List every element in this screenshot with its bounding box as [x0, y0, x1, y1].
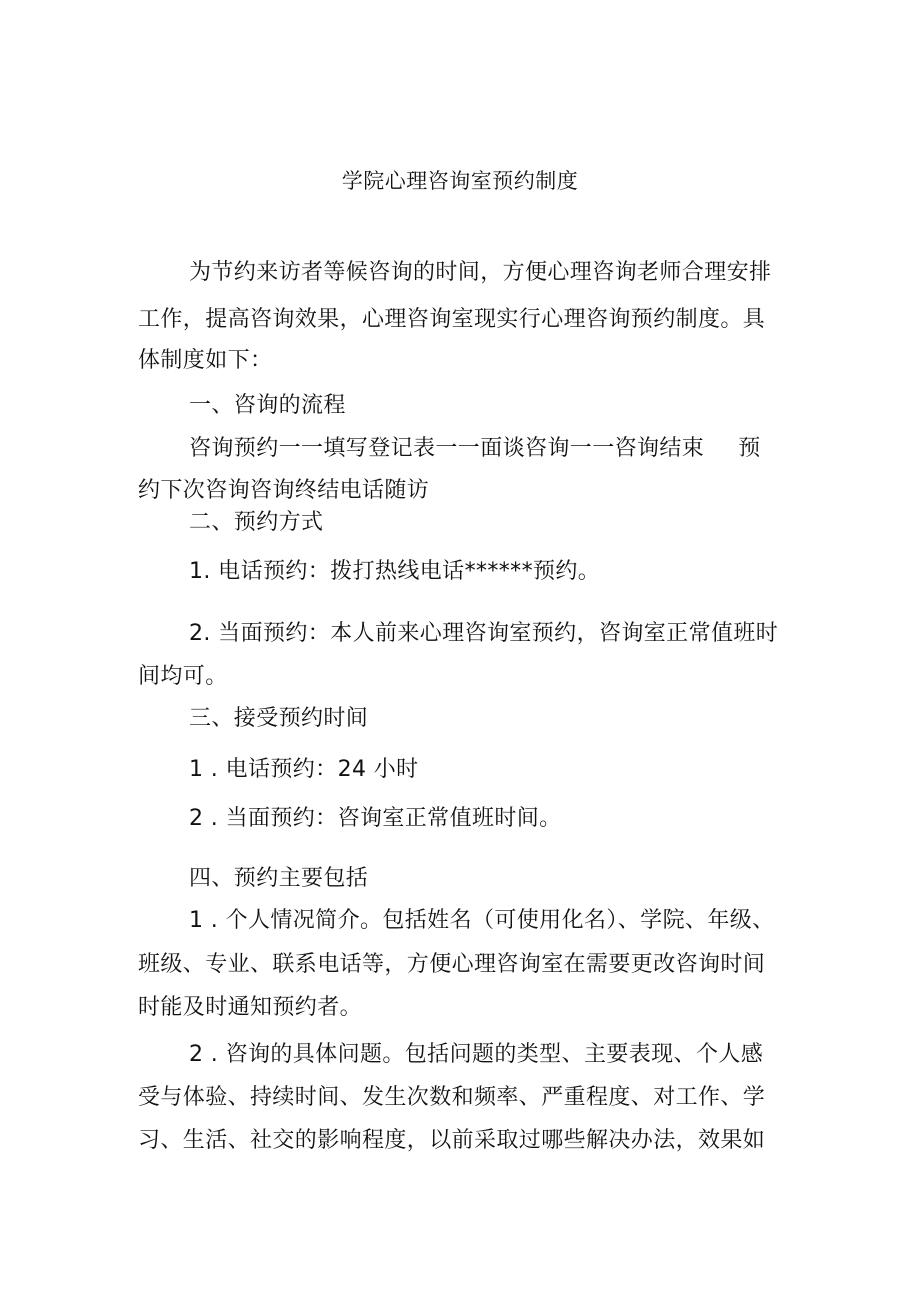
in-person-hours-item: 2 . 当面预约：咨询室正常值班时间。 [189, 806, 562, 831]
problem-details-line-2: 受与体验、持续时间、发生次数和频率、严重程度、对工作、学 [138, 1085, 766, 1110]
problem-details-line-1: 2 . 咨询的具体问题。包括问题的类型、主要表现、个人感 [189, 1042, 764, 1067]
process-flow-continuation: 预 [738, 436, 761, 461]
process-flow-line-1 [189, 434, 761, 464]
intro-line-1: 为节约来访者等候咨询的时间，方便心理咨询老师合理安排 [189, 260, 772, 285]
process-flow-line-2: 约下次咨询咨询终结电话随访 [138, 478, 430, 503]
section-3-heading: 三、接受预约时间 [189, 706, 369, 731]
phone-hours-item: 1 . 电话预约：24 小时 [189, 757, 419, 782]
section-1-heading: 一、咨询的流程 [189, 393, 346, 418]
personal-info-line-1: 1 . 个人情况简介。包括姓名（可使用化名）、学院、年级、 [189, 908, 775, 933]
personal-info-line-2: 班级、专业、联系电话等，方便心理咨询室在需要更改咨询时间 [138, 952, 766, 977]
in-person-booking-line-1: 2. 当面预约：本人前来心理咨询室预约，咨询室正常值班时 [189, 621, 779, 646]
document-title: 学院心理咨询室预约制度 [341, 169, 579, 193]
section-4-heading: 四、预约主要包括 [189, 866, 369, 891]
phone-booking-item: 1. 电话预约：拨打热线电话******预约。 [189, 559, 601, 584]
process-flow-text: 咨询预约一一填写登记表一一面谈咨询一一咨询结束 [189, 436, 705, 461]
personal-info-line-3: 时能及时通知预约者。 [138, 995, 363, 1020]
in-person-booking-line-2: 间均可。 [138, 664, 228, 689]
section-2-heading: 二、预约方式 [189, 510, 324, 535]
intro-line-2: 工作，提高咨询效果，心理咨询室现实行心理咨询预约制度。具 [138, 307, 766, 332]
intro-line-3: 体制度如下： [138, 348, 273, 373]
problem-details-line-3: 习、生活、社交的影响程度，以前采取过哪些解决办法，效果如 [138, 1128, 766, 1153]
